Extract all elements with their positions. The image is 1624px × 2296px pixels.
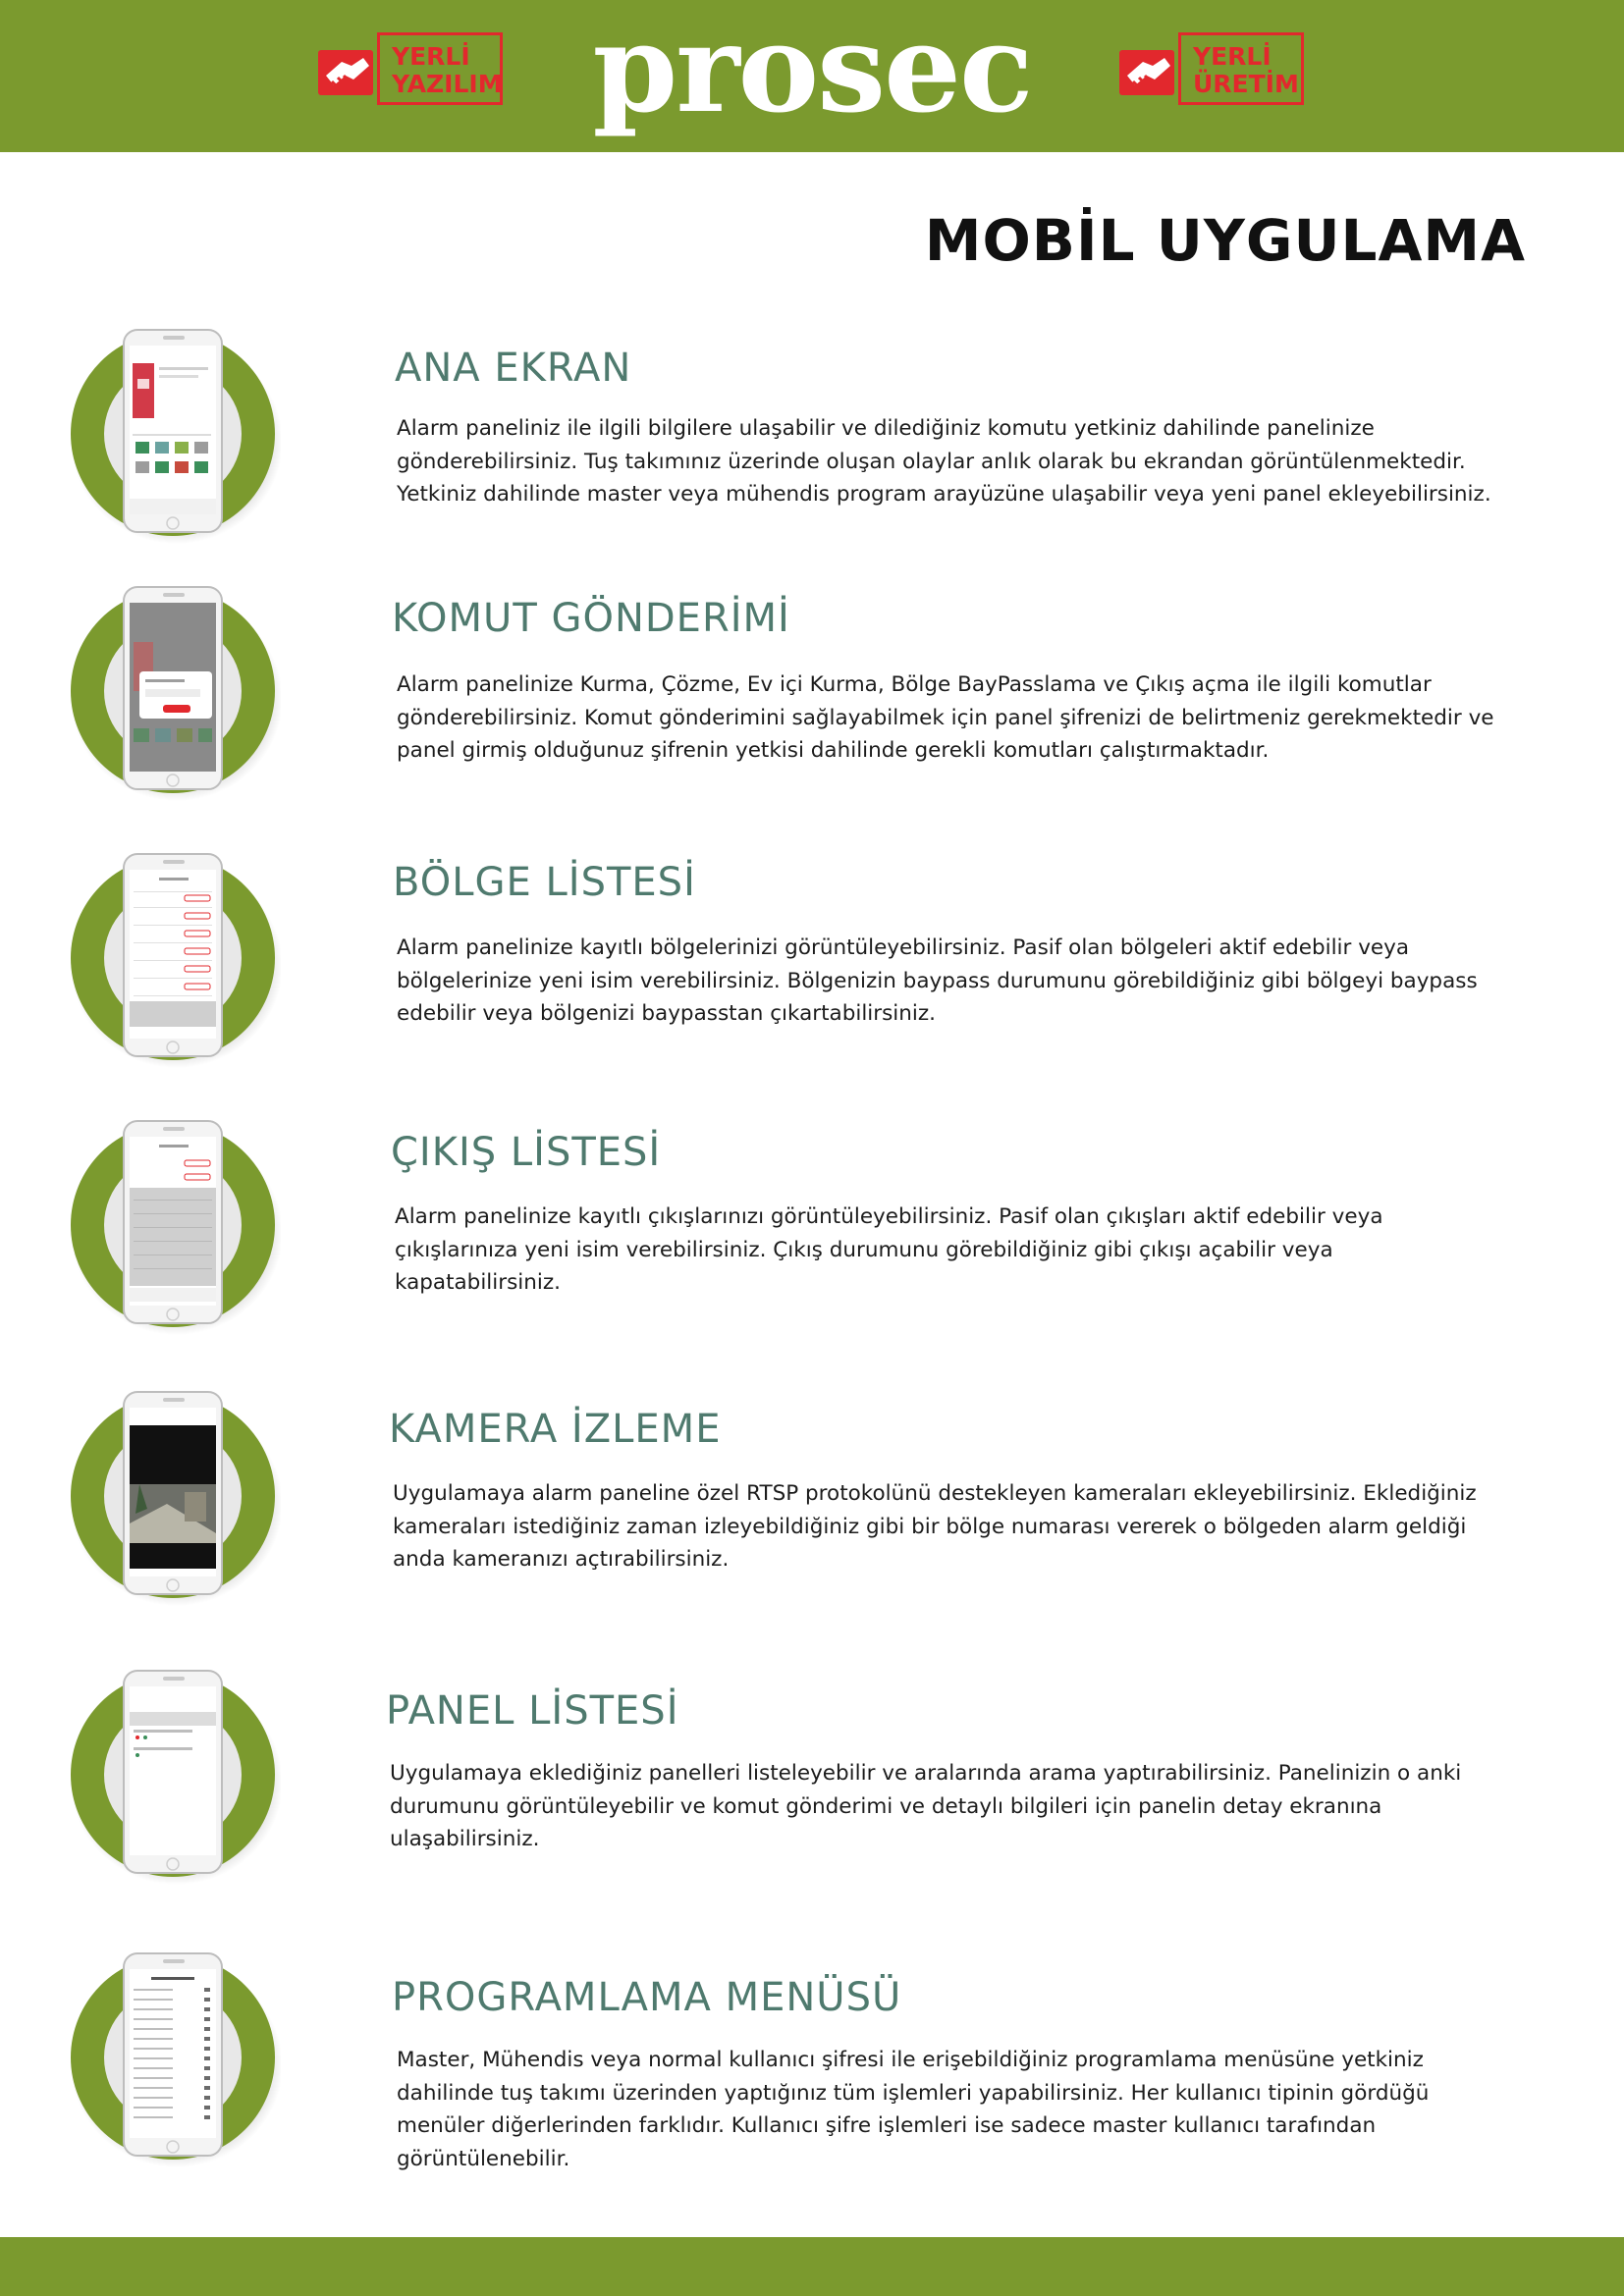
section-title: ANA EKRAN [395, 346, 632, 391]
footer-bar [0, 2237, 1624, 2296]
badge-left-line1: YERLİ [392, 42, 470, 71]
section-body: Alarm panelinize kayıtlı bölgelerinizi görüntüleyebilirsiniz. Pasif olan bölgeleri aktif edebilir veya bölgelerinize yeni isim verebilirsiniz. Bölgenizin baypass durumunu görebildiğiniz gibi bölgeyi baypass edebilir veya bölgenizi baypasstan çıkartabilirsiniz. [397, 935, 1478, 1026]
section-body: Alarm paneliniz ile ilgili bilgilere ulaşabilir ve dilediğiniz komutu yetkiniz dahilinde panelinize gönderebilirsiniz. Tuş takımınız üzerinde oluşan olaylar anlık olarak bu ekrandan görüntülenmektedir. Yetkiniz dahilinde master veya mühendis program arayüzüne ulaşabilir veya yeni panel ekleyebilirsiniz. [397, 416, 1491, 507]
section-body: Master, Mühendis veya normal kullanıcı şifresi ile erişebildiğiniz programlama menüsüne yetkiniz dahilinde tuş takımı üzerinden yaptığınız tüm işlemleri yapabilirsiniz. Her kullanıcı tipinin gördüğü menüler diğerlerinden farklıdır. Kullanıcı şifre işlemleri ise sadece master kullanıcı tarafından görüntülenebilir. [397, 2048, 1430, 2171]
badge-right-line1: YERLİ [1193, 42, 1272, 71]
section-title: ÇIKIŞ LİSTESİ [391, 1130, 662, 1175]
section-title: BÖLGE LİSTESİ [393, 860, 696, 905]
phone-camera-view-icon [69, 1386, 281, 1606]
section-body: Alarm panelinize kayıtlı çıkışlarınızı görüntüleyebilirsiniz. Pasif olan çıkışları aktif edebilir veya çıkışlarınıza yeni isim verebilirsiniz. Çıkış durumunu görebildiğiniz gibi çıkışı açabilir veya kapatabilirsiniz. [395, 1204, 1383, 1295]
phone-programming-menu-icon [69, 1948, 281, 2167]
badge-left-line2: YAZILIM [392, 70, 503, 98]
phone-command-screen-icon [69, 581, 281, 801]
header-bar [0, 0, 1624, 152]
page-title: MOBİL UYGULAMA [924, 207, 1526, 274]
phone-zone-list-icon [69, 848, 281, 1068]
brand-logo: prosec [592, 0, 1032, 140]
section-title: PANEL LİSTESİ [386, 1688, 679, 1734]
phone-panel-list-icon [69, 1665, 281, 1885]
section-body: Uygulamaya eklediğiniz panelleri listeleyebilir ve aralarında arama yaptırabilirsiniz. Panelinizin o anki durumunu görüntüleyebilir ve komut gönderimi ve detaylı bilgileri için panelin detay ekranına ulaşabilirsiniz. [390, 1761, 1462, 1851]
section-body: Alarm panelinize Kurma, Çözme, Ev içi Kurma, Bölge BayPasslama ve Çıkış açma ile ilgili komutlar gönderebilirsiniz. Komut gönderimini sağlayabilmek için panel şifrenizi de belirtmeniz gerekmektedir ve panel girmiş olduğunuz şifrenin yetkisi dahilinde gerekli komutları çalıştırmaktadır. [397, 672, 1494, 763]
phone-home-screen-icon [69, 324, 281, 544]
phone-output-list-icon [69, 1115, 281, 1335]
handshake-icon [1113, 36, 1184, 107]
badge-right-line2: ÜRETİM [1193, 70, 1299, 98]
section-title: PROGRAMLAMA MENÜSÜ [392, 1975, 902, 2020]
section-title: KAMERA İZLEME [389, 1407, 722, 1452]
section-title: KOMUT GÖNDERİMİ [392, 596, 790, 641]
section-body: Uygulamaya alarm paneline özel RTSP protokolünü destekleyen kameraları ekleyebilirsiniz. Eklediğiniz kameraları istediğiniz zaman izleyebildiğiniz gibi bir bölge numarası vererek o bölgeden alarm geldiği anda kameranızı açtırabilirsiniz. [393, 1481, 1477, 1572]
yerli-uretim-badge [1113, 32, 1308, 109]
